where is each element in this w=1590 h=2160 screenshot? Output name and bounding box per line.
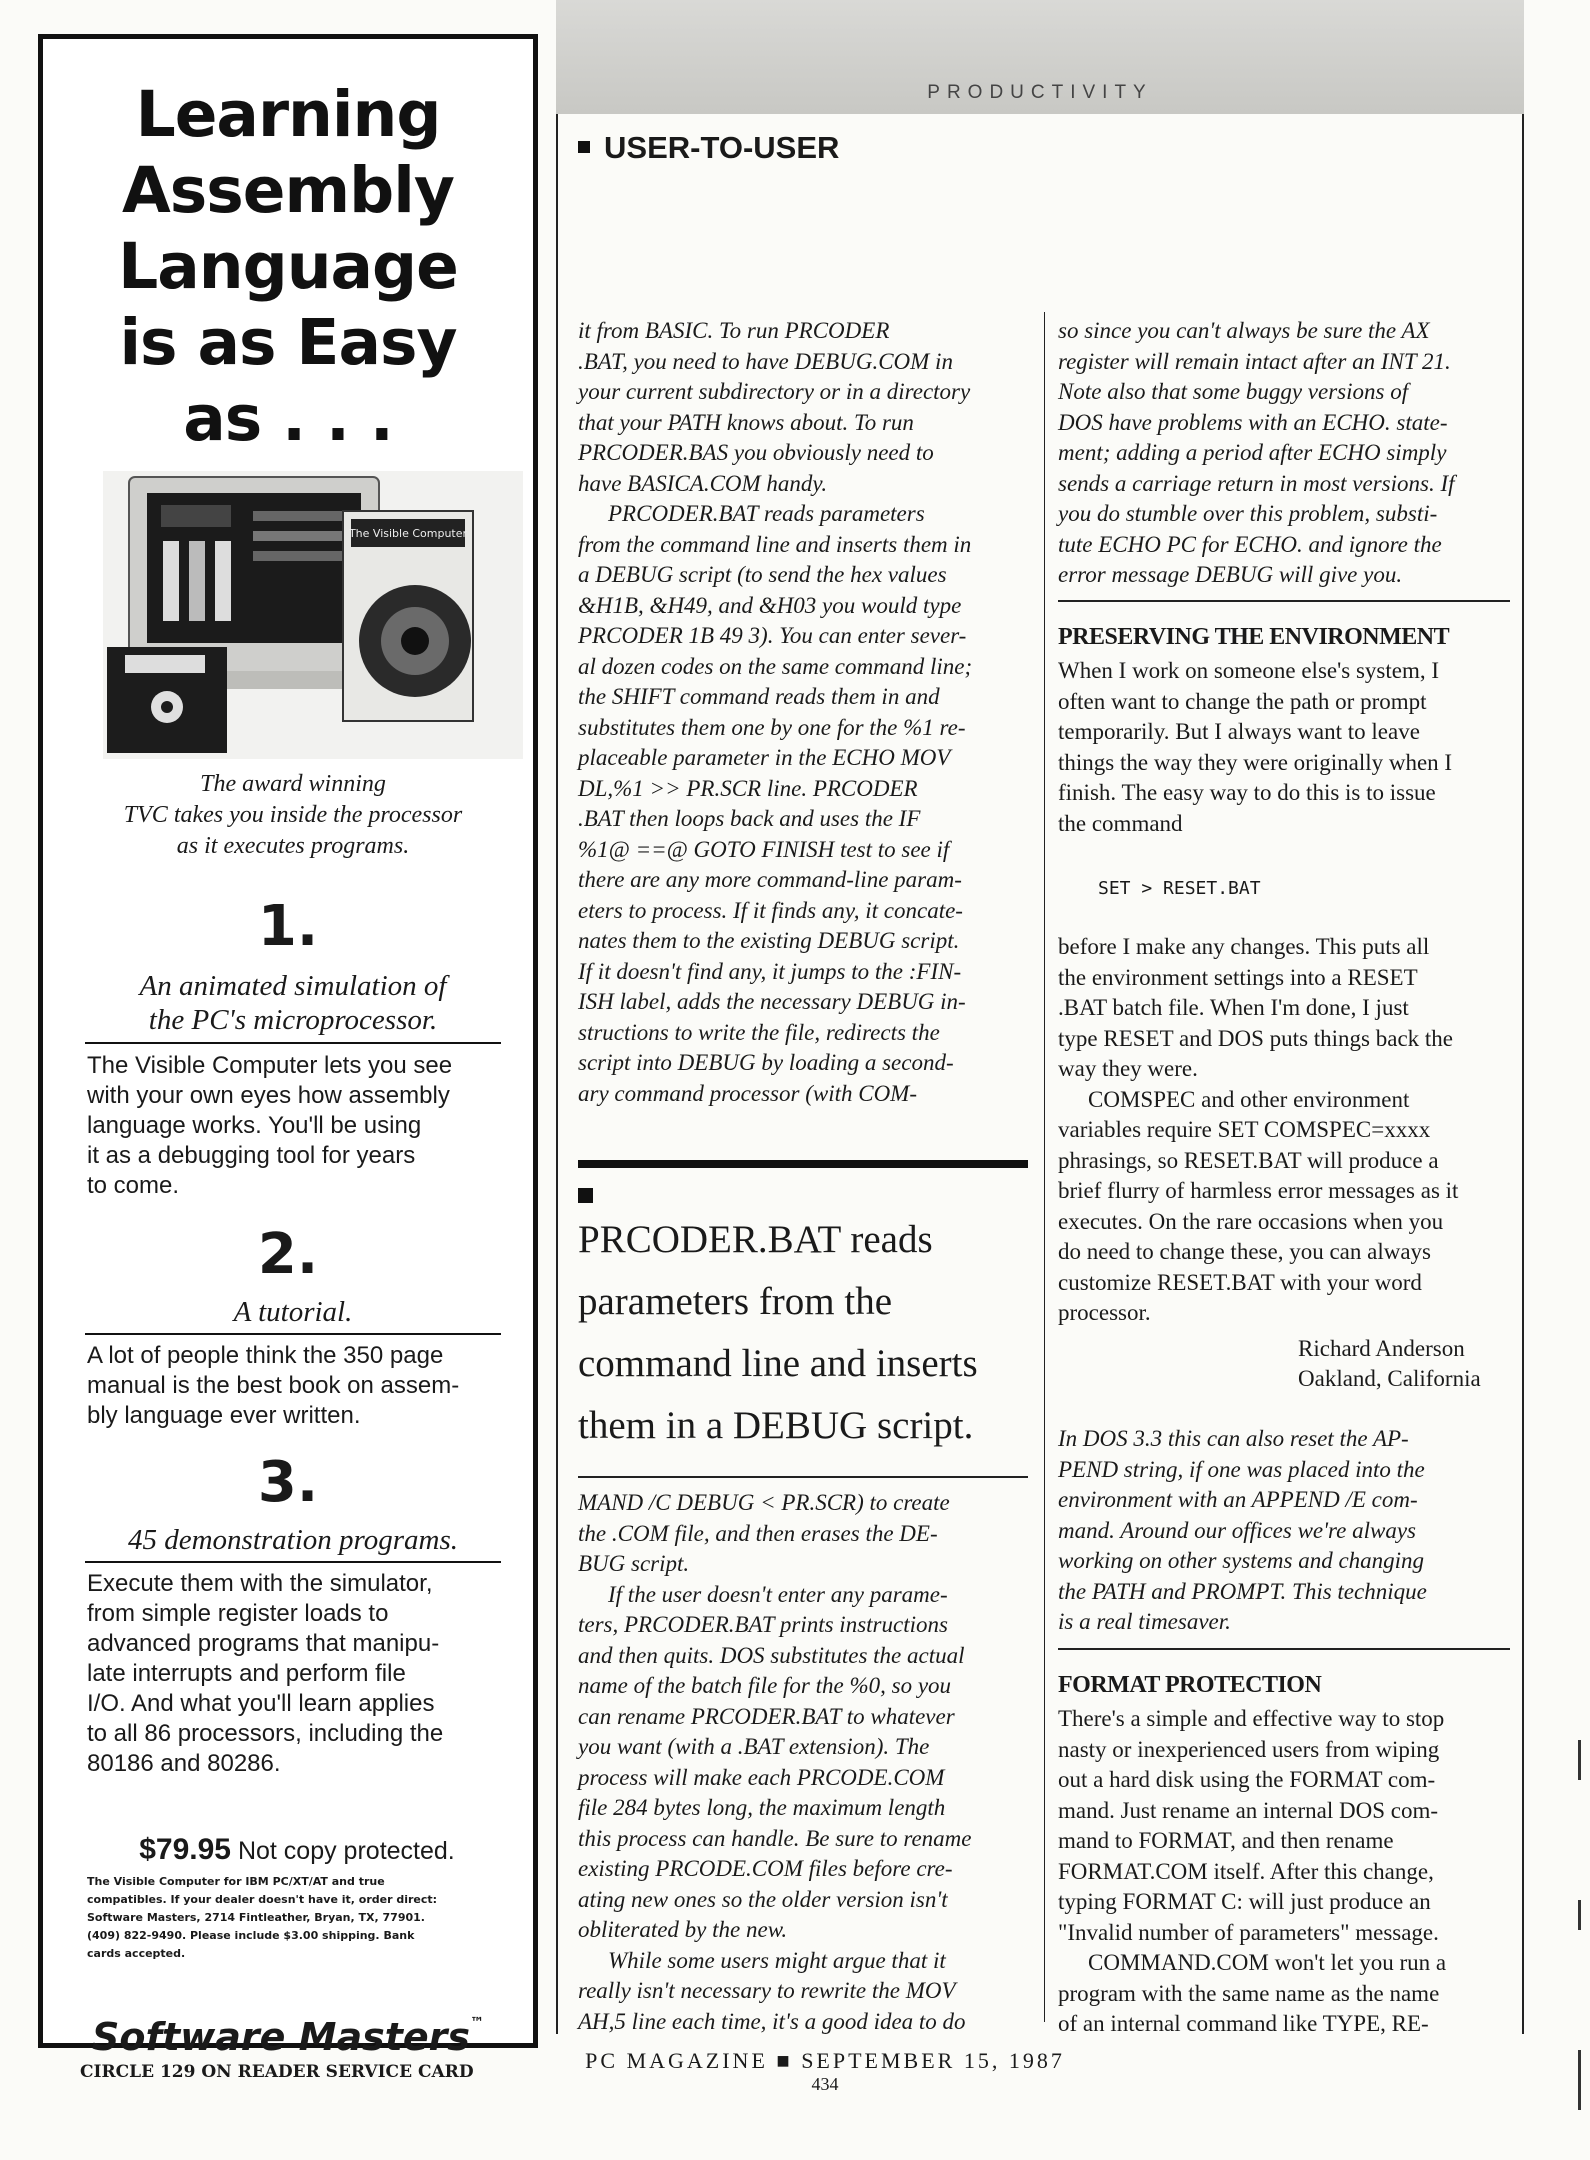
article-title: USER-TO-USER bbox=[578, 130, 839, 166]
section-rule-1 bbox=[1058, 600, 1510, 602]
author-location: Oakland, California bbox=[1298, 1366, 1481, 1391]
article-left-rule bbox=[556, 114, 558, 2034]
section-label: PRODUCTIVITY bbox=[927, 82, 1153, 103]
section-rule-2 bbox=[1058, 1648, 1510, 1650]
feature-number-3: 3. bbox=[257, 1450, 319, 1515]
footer-separator: ■ bbox=[776, 2048, 793, 2073]
ad-caption: The award winning TVC takes you inside the processor as it executes programs. bbox=[123, 771, 463, 859]
feature-rule-1 bbox=[85, 1042, 501, 1044]
pull-quote-bottom-rule bbox=[578, 1476, 1028, 1478]
title-bullet bbox=[578, 141, 590, 153]
code-set-reset: SET > RESET.BAT bbox=[1098, 878, 1261, 899]
ad-brand-logo: Software Masters™ bbox=[91, 2015, 485, 2059]
author-name: Richard Anderson bbox=[1298, 1336, 1465, 1361]
page-footer bbox=[540, 2048, 1110, 2074]
feature-rule-2 bbox=[85, 1333, 501, 1335]
price-line bbox=[87, 1833, 507, 1867]
product-photo bbox=[103, 471, 523, 759]
price-note: Not copy protected. bbox=[237, 1837, 455, 1865]
footer-magazine: PC MAGAZINE bbox=[585, 2048, 768, 2073]
feature-rule-3 bbox=[85, 1561, 501, 1563]
page-number: 434 bbox=[811, 2074, 839, 2094]
format-protection-text: There's a simple and effective way to stop nasty or inexperienced users from wiping out a hard disk using the FORMAT com- mand. Just rename an internal DOS com- mand to FORMAT, and then rename FORMAT.COM itself. After this change, typing FORMAT C: will just produce an "Invalid number of parameters" message. COMMAND.COM won't let you run a program with the same name as the name of an internal command like TYPE, RE- bbox=[1058, 1706, 1447, 2036]
subhead-preserving-environment: PRESERVING THE ENVIRONMENT bbox=[1058, 624, 1450, 650]
column1-top-text: it from BASIC. To run PRCODER .BAT, you need to have DEBUG.COM in your current subdirectory or in a directory that your PATH knows about. To run PRCODER.BAS you obviously need to have BASICA.COM handy. PRCODER.BAT reads parameters from the command line and inserts them in a DEBUG script (to send the hex values &H1B, &H49, and &H03 you would type PRCODER 1B 49 3). You can enter sever- al dozen codes on the same command line; the SHIFT command reads them in and substitutes them one by one for the %1 re- placeable parameter in the ECHO MOV DL,%1 >> PR.SCR line. PRCODER .BAT then loops back and uses the IF %1@ ==@ GOTO FINISH test to see if there are any more command-line param- eters to process. If it finds any, it concate- nates them to the existing DEBUG script. If it doesn't find any, it jumps to the :FIN- ISH label, adds the necessary DEBUG in- structions to write the file, redirects the script into DEBUG by loading a second- ary command processor (with COM- bbox=[578, 318, 973, 1106]
column1-bottom-text: MAND /C DEBUG < PR.SCR) to create the .COM file, and then erases the DE- BUG script. If the user doesn't enter any parame- ters, PRCODER.BAT prints instructions and then quits. DOS substitutes the actual name of the batch file for the %0, so you can rename PRCODER.BAT to whatever you want (with a .BAT extension). The process will make each PRCODE.COM file 284 bytes long, the maximum length this process can handle. Be sure to rename existing PRCODE.COM files before cre- ating new ones so the older version isn't obliterated by the new. While some users might argue that it really isn't necessary to rewrite the MOV AH,5 line each time, it's a good idea to do bbox=[578, 1490, 972, 2034]
reader-service-note: CIRCLE 129 ON READER SERVICE CARD bbox=[80, 2062, 474, 2082]
footer-date: SEPTEMBER 15, 1987 bbox=[801, 2048, 1065, 2073]
column-divider bbox=[1044, 312, 1045, 2022]
feature-body-1: The Visible Computer lets you see with your own eyes how assembly language works. You'll be using it as a debugging tool for years to come. bbox=[87, 1052, 453, 1199]
pull-quote-bullet bbox=[578, 1188, 593, 1203]
pull-quote: PRCODER.BAT reads parameters from the command line and inserts them in a DEBUG script. bbox=[578, 1194, 1028, 1457]
feature-number-1: 1. bbox=[257, 894, 319, 959]
software-masters-ad bbox=[38, 34, 538, 2059]
column2-top-text: so since you can't always be sure the AX register will remain intact after an INT 21. Note also that some buggy versions of DOS have problems with an ECHO. state- ment; adding a period after ECHO simply sends a carriage return in most versions. If you do stumble over this problem, substi- tute ECHO PC for ECHO. and ignore the error message DEBUG will give you. bbox=[1058, 318, 1455, 587]
subhead-format-protection: FORMAT PROTECTION bbox=[1058, 1672, 1322, 1698]
scan-edge-marks bbox=[1578, 1740, 1581, 2120]
feature-title-1: An animated simulation of the PC's microprocessor. bbox=[139, 970, 447, 1036]
pull-quote-bar bbox=[578, 1160, 1028, 1168]
preserving-text-a: When I work on someone else's system, I often want to change the path or prompt temporarily. But I always want to leave things the way they were originally when I finish. The easy way to do this is to issue the command bbox=[1058, 658, 1453, 836]
article-right-rule bbox=[1522, 114, 1524, 2034]
feature-number-2: 2. bbox=[257, 1222, 319, 1287]
feature-title-2: A tutorial. bbox=[233, 1296, 353, 1328]
feature-title-3: 45 demonstration programs. bbox=[127, 1524, 459, 1556]
ad-headline: Learning Assembly Language is as Easy as . . . bbox=[118, 78, 458, 455]
author-signature bbox=[1298, 1334, 1481, 1394]
feature-body-2: A lot of people think the 350 page manual is the best book on assem- bly language ever written. bbox=[87, 1342, 460, 1429]
preserving-text-b: before I make any changes. This puts all the environment settings into a RESET .BAT batch file. When I'm done, I just type RESET and DOS puts things back the way they were. COMSPEC and other environment variables require SET COMSPEC=xxxx phrasings, so RESET.BAT will produce a brief flurry of harmless error messages as it executes. On the rare occasions when you do need to change these, you can always customize RESET.BAT with your word processor. bbox=[1058, 934, 1459, 1325]
ad-fine-print: The Visible Computer for IBM PC/XT/AT and true compatibles. If your dealer doesn't have it, order direct: Software Masters, 2714 Fintleather, Bryan, TX, 77901. (409) 822-9490. Please include $3.00 shipping. Bank cards accepted. bbox=[87, 1875, 438, 1960]
editor-note: In DOS 3.3 this can also reset the AP- PEND string, if one was placed into the environment with an APPEND /E com- mand. Around our offices we're always working on other systems and changing the PATH and PROMPT. This technique is a real timesaver. bbox=[1058, 1426, 1427, 1634]
manual-box-title: The Visible Computer bbox=[348, 527, 468, 540]
price: $79.95 bbox=[139, 1833, 231, 1866]
feature-body-3: Execute them with the simulator, from simple register loads to advanced programs that manipu- late interrupts and perform file I/O. And what you'll learn applies to all 86 processors, including the 80186 and 80286. bbox=[87, 1570, 444, 1777]
